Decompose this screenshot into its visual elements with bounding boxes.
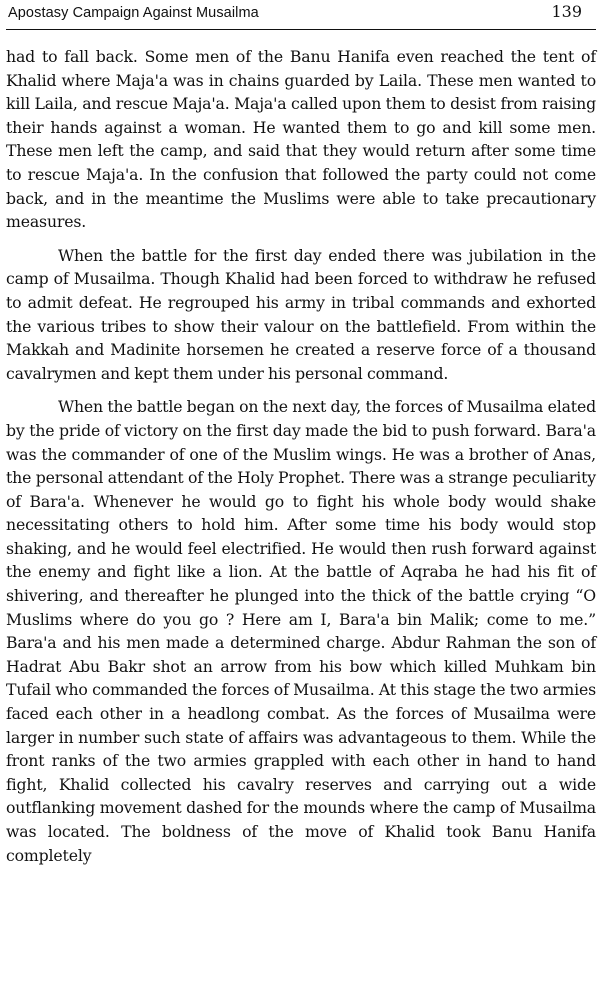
page-number: 139: [551, 2, 582, 21]
body-text: [6, 45, 596, 867]
paragraph-1: had to fall back. Some men of the Banu Hanifa even reached the tent of Khalid where Maja'a was in chains guarded by Laila. These men wanted to kill Laila, and rescue Maja'a. Maja'a called upon them to desist from raising their hands against a woman. He wanted them to go and kill some men. These men left the camp, and said that they would return after some time to rescue Maja'a. In the confusion that followed the party could not come back, and in the meantime the Muslims were able to take precautionary measures.: [6, 47, 596, 232]
paragraph-2: When the battle for the first day ended there was jubilation in the camp of Musailma. Though Khalid had been forced to withdraw he refused to admit defeat. He regrouped his army in tribal commands and exhorted the various tribes to show their valour on the battlefield. From within the Makkah and Madinite horsemen he created a reserve force of a thousand cavalrymen and kept them under his personal command.: [6, 245, 596, 383]
paragraph-3: When the battle began on the next day, the forces of Musailma elated by the pride of victory on the first day made the bid to push forward. Bara'a was the commander of one of the Muslim wings. He was a brother of Anas, the personal attendant of the Holy Prophet. There was a strange peculiarity of Bara'a. Whenever he would go to fight his whole body would shake necessitating others to hold him. After some time his body would stop shaking, and he would feel electrified. He would then rush forward against the enemy and fight like a lion. At the battle of Aqraba he had his fit of shivering, and thereafter he plunged into the thick of the battle crying “O Muslims where do you go ? Here am I, Bara'a bin Malik; come to me.” Bara'a and his men made a determined charge. Abdur Rahman the son of Hadrat Abu Bakr shot an arrow from his bow which killed Muhkam bin Tufail who commanded the forces of Musailma. At this stage the two armies faced each other in a headlong combat. As the forces of Musailma were larger in number such state of affairs was advantageous to them. While the front ranks of the two armies grappled with each other in hand to hand fight, Khalid collected his cavalry reserves and carrying out a wide outflanking movement dashed for the mounds where the camp of Musailma was located. The boldness of the move of Khalid took Banu Hanifa completely: [6, 397, 596, 865]
chapter-title: Apostasy Campaign Against Musailma: [8, 5, 259, 21]
running-header: [6, 0, 596, 30]
